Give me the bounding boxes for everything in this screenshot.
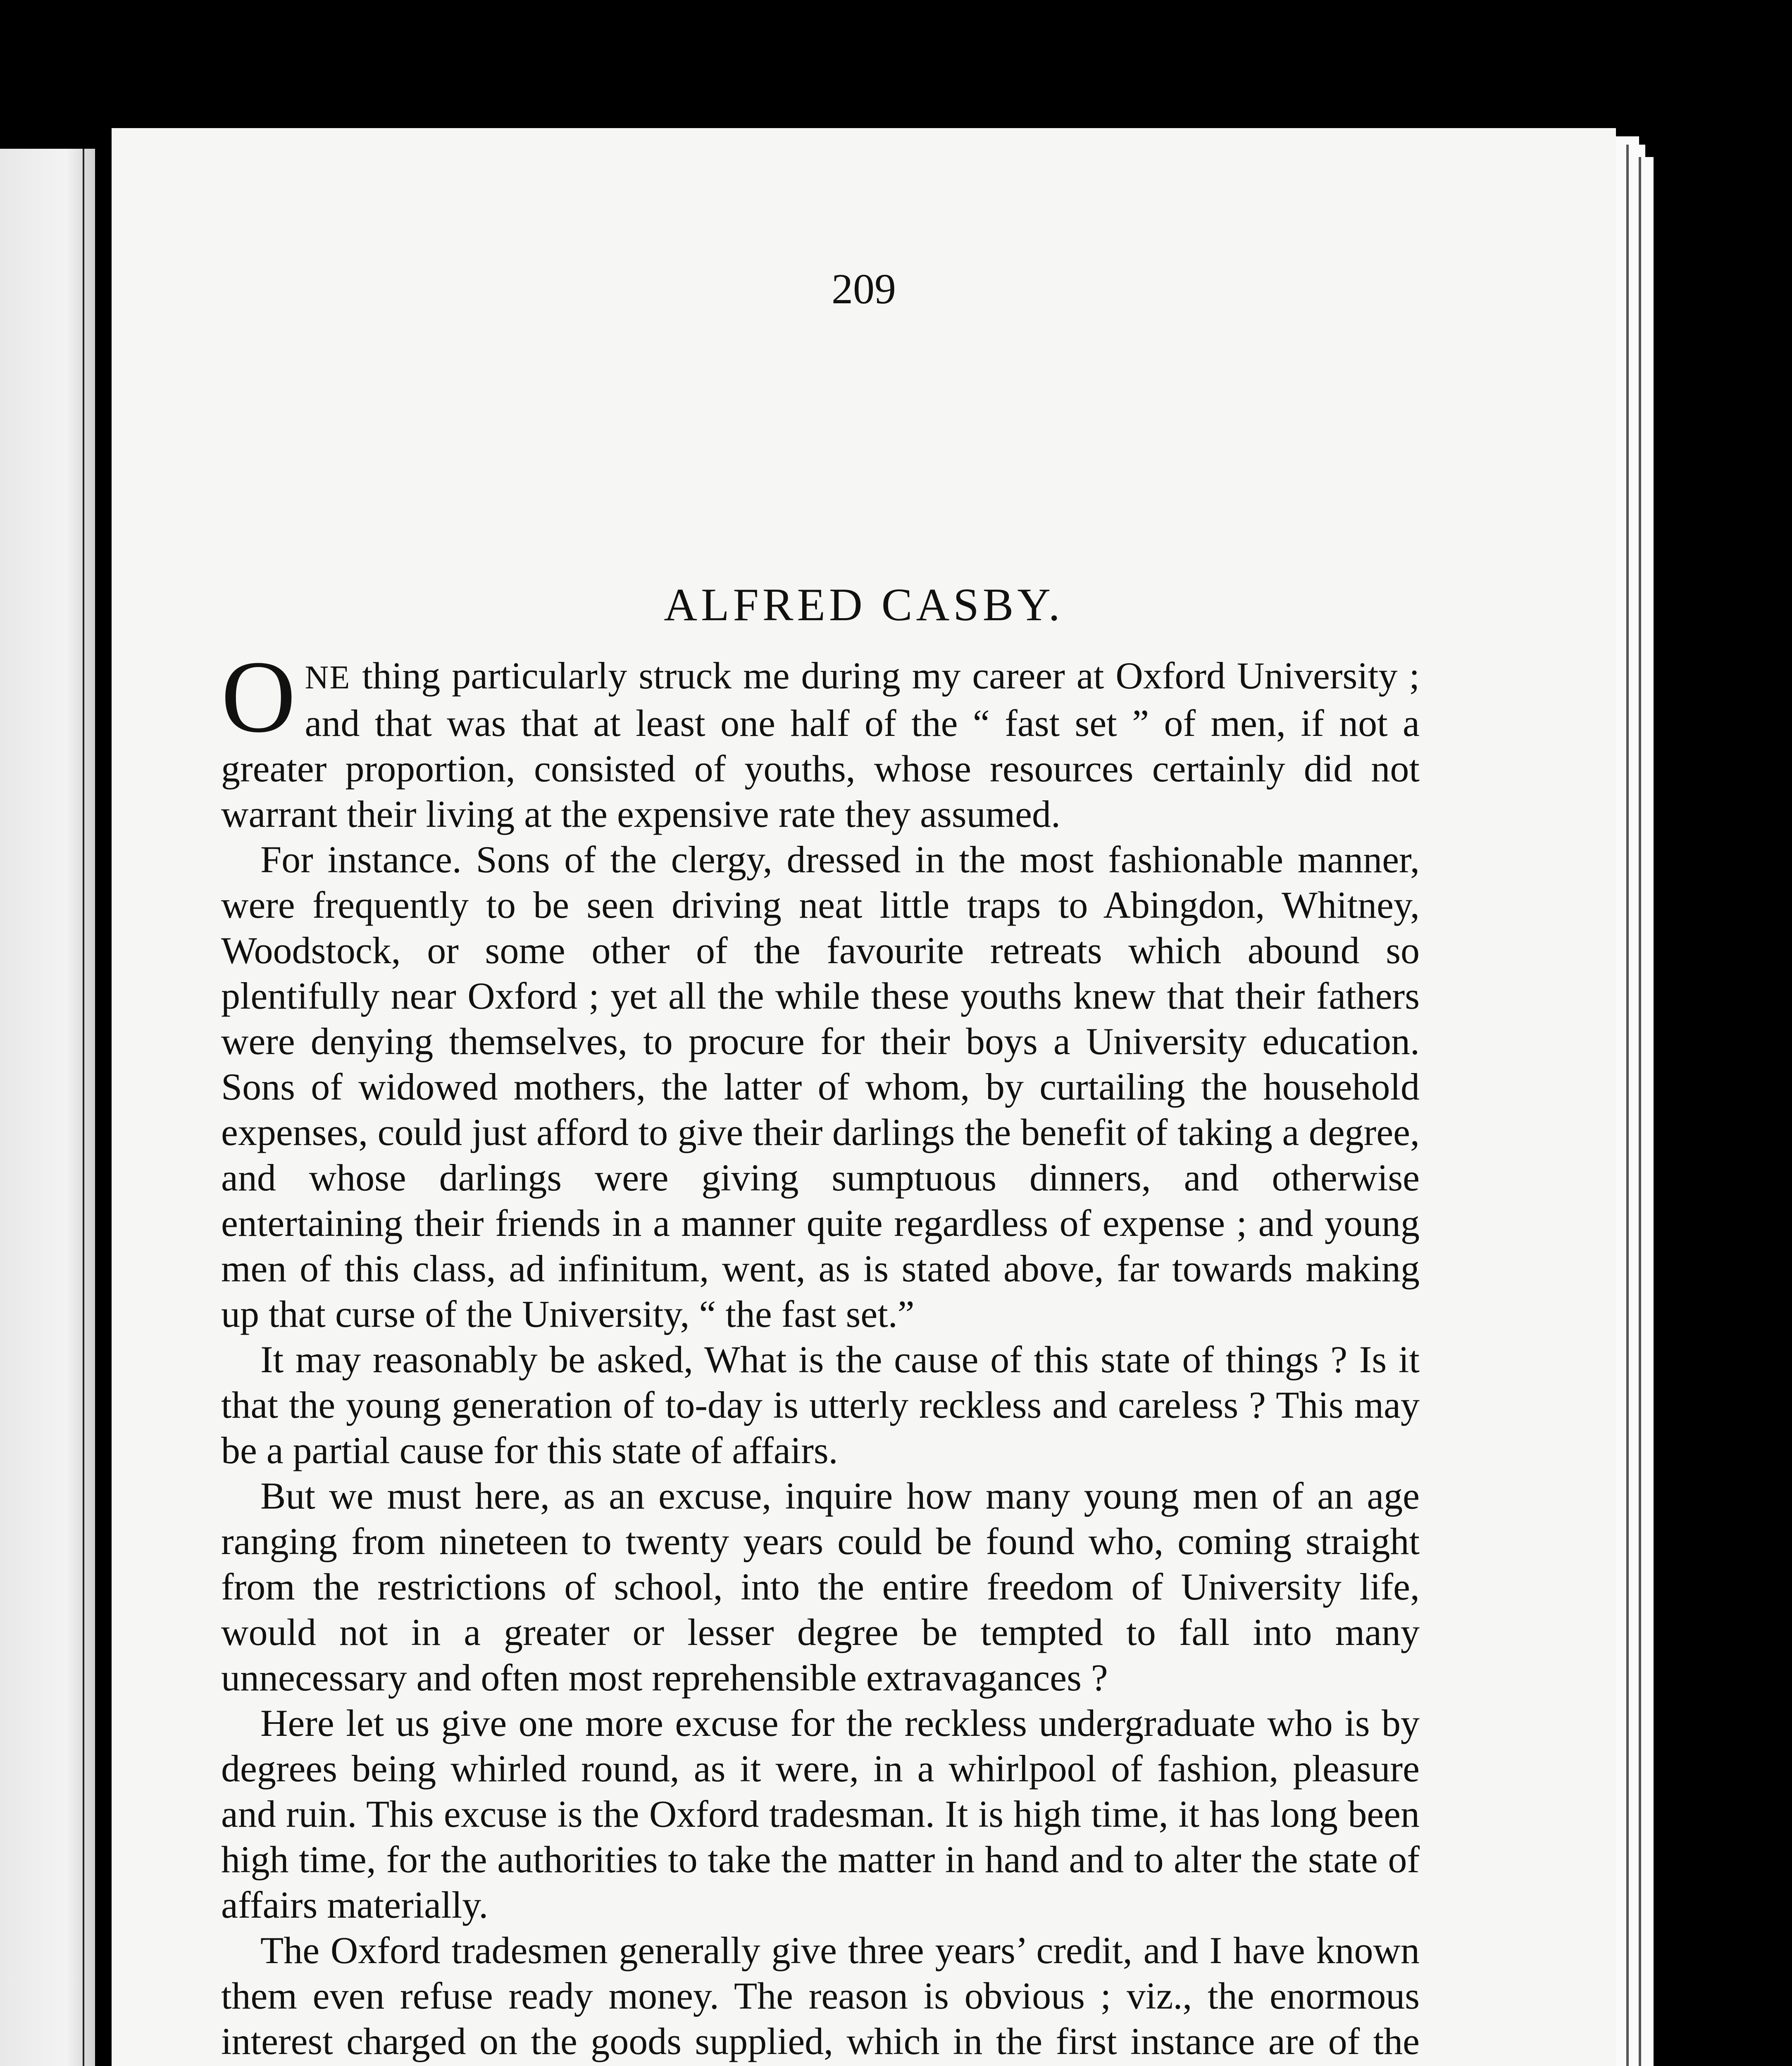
paragraph [221, 640, 1420, 837]
first-paragraph-text: thing particularly struck me during my career at Oxford University ; and that was that at least one half of the “ fast set ” of men, if not a greater proportion, consisted of youths, whose resources certainly did not warrant their living at the expensive rate they assumed. [221, 655, 1420, 835]
body-text [221, 640, 1420, 2066]
paragraph: It may reasonably be asked, What is the cause of this state of things ? Is it that the young generation of to-day is utterly reckless and careless ? This may be a partial cause for this state of affairs. [221, 1338, 1420, 1471]
previous-page-edge [0, 149, 95, 2066]
chapter-title: ALFRED CASBY. [664, 579, 1064, 631]
paragraph: The Oxford tradesmen generally give three years’ credit, and I have known them even refuse ready money. The reason is obvious ; viz., the enormous interest charged on the goods supplied, which in the first instance are of the [221, 1929, 1420, 2062]
paragraph: But we must here, as an excuse, inquire how many young men of an age ranging from nineteen to twenty years could be found who, coming straight from the restrictions of school, into the entire freedom of University life, would not in a greater or lesser degree be tempted to fall into many unnecessary and often most reprehensible extravagances ? [221, 1475, 1420, 1699]
page-number: 209 [832, 265, 896, 313]
page-gutter-line [83, 149, 84, 2066]
first-word-rest: NE [305, 659, 351, 696]
paragraph: For instance. Sons of the clergy, dressed in the most fashionable manner, were frequently to be seen driving neat little traps to Abingdon, Whitney, Woodstock, or some other of the favourite retreats which abound so plentifully near Oxford ; yet all the while these youths knew that their fathers were denying themselves, to procure for their boys a University education. Sons of widowed mothers, the latter of whom, by curtailing the household expenses, could just afford to give their darlings the benefit of taking a degree, and whose darlings were giving sumptuous dinners, and otherwise entertaining their friends in a manner quite regardless of expense ; and young men of this class, ad infinitum, went, as is stated above, far towards making up that curse of the University, “ the fast set.” [221, 838, 1420, 1335]
drop-cap: O [221, 640, 296, 754]
paragraph: Here let us give one more excuse for the reckless undergraduate who is by degrees being whirled round, as it were, in a whirlpool of fashion, pleasure and ruin. This excuse is the Oxford tradesman. It is high time, it has long been high time, for the authorities to take the matter in hand and to alter the state of affairs materially. [221, 1702, 1420, 1926]
page-stack-edge [1639, 157, 1654, 2066]
book-page [112, 128, 1616, 2066]
